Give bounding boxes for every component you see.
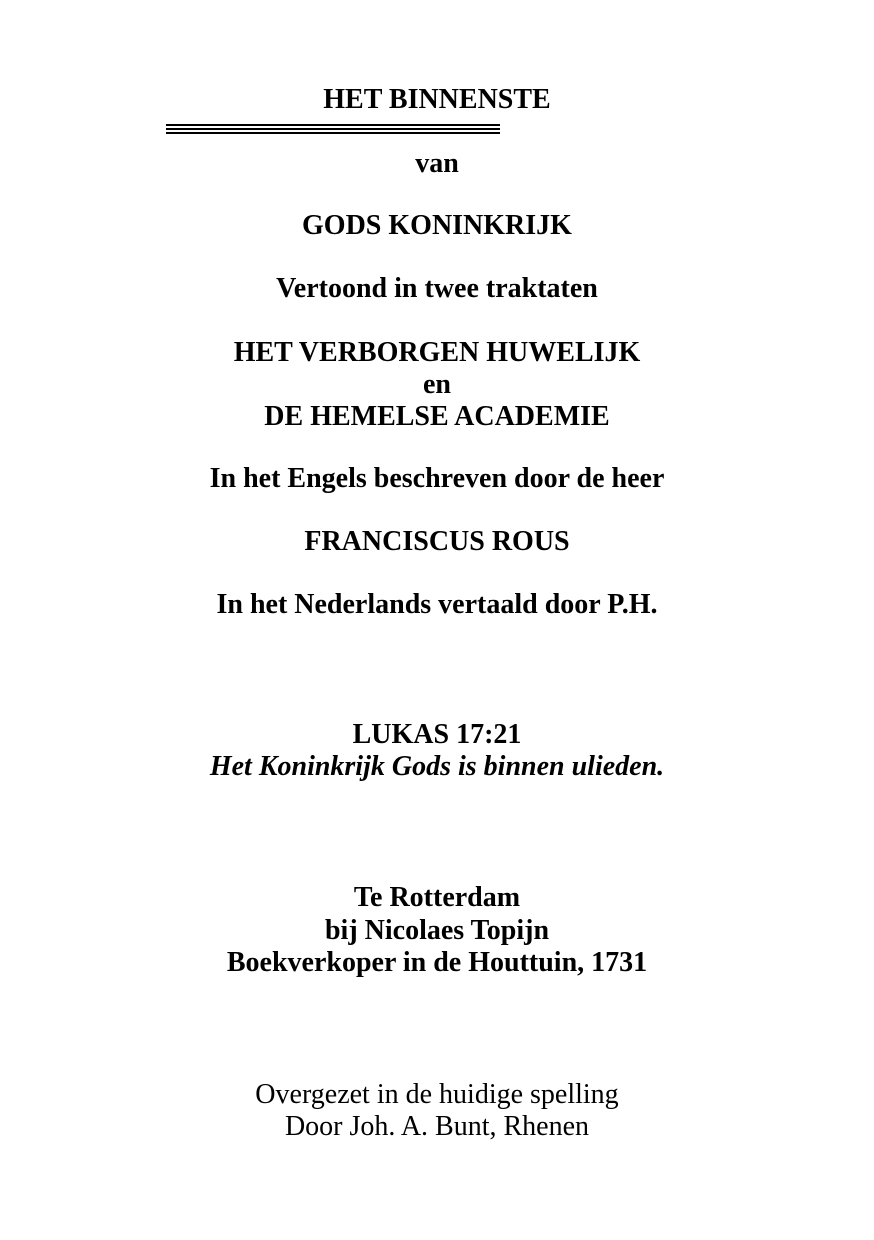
book-subject: GODS KONINKRIJK bbox=[302, 210, 572, 241]
translated-by-line: In het Nederlands vertaald door P.H. bbox=[216, 589, 658, 620]
scripture-reference: LUKAS 17:21 bbox=[352, 719, 522, 750]
connector-en: en bbox=[423, 369, 451, 400]
modernized-by: Door Joh. A. Bunt, Rhenen bbox=[284, 1111, 590, 1142]
book-title: HET BINNENSTE bbox=[323, 84, 551, 115]
imprint-city: Te Rotterdam bbox=[353, 882, 521, 913]
modernized-note: Overgezet in de huidige spelling bbox=[255, 1079, 619, 1110]
author-name: FRANCISCUS ROUS bbox=[304, 526, 570, 557]
written-by-line: In het Engels beschreven door de heer bbox=[209, 463, 665, 494]
title-underline bbox=[166, 124, 500, 132]
connector-van: van bbox=[415, 148, 459, 179]
treatise-two: DE HEMELSE ACADEMIE bbox=[264, 401, 610, 432]
imprint-address: Boekverkoper in de Houttuin, 1731 bbox=[226, 947, 648, 978]
treatise-one: HET VERBORGEN HUWELIJK bbox=[233, 337, 641, 368]
shown-in-line: Vertoond in twee traktaten bbox=[276, 273, 598, 304]
imprint-printer: bij Nicolaes Topijn bbox=[324, 915, 550, 946]
scripture-quote: Het Koninkrijk Gods is binnen ulieden. bbox=[209, 751, 665, 782]
